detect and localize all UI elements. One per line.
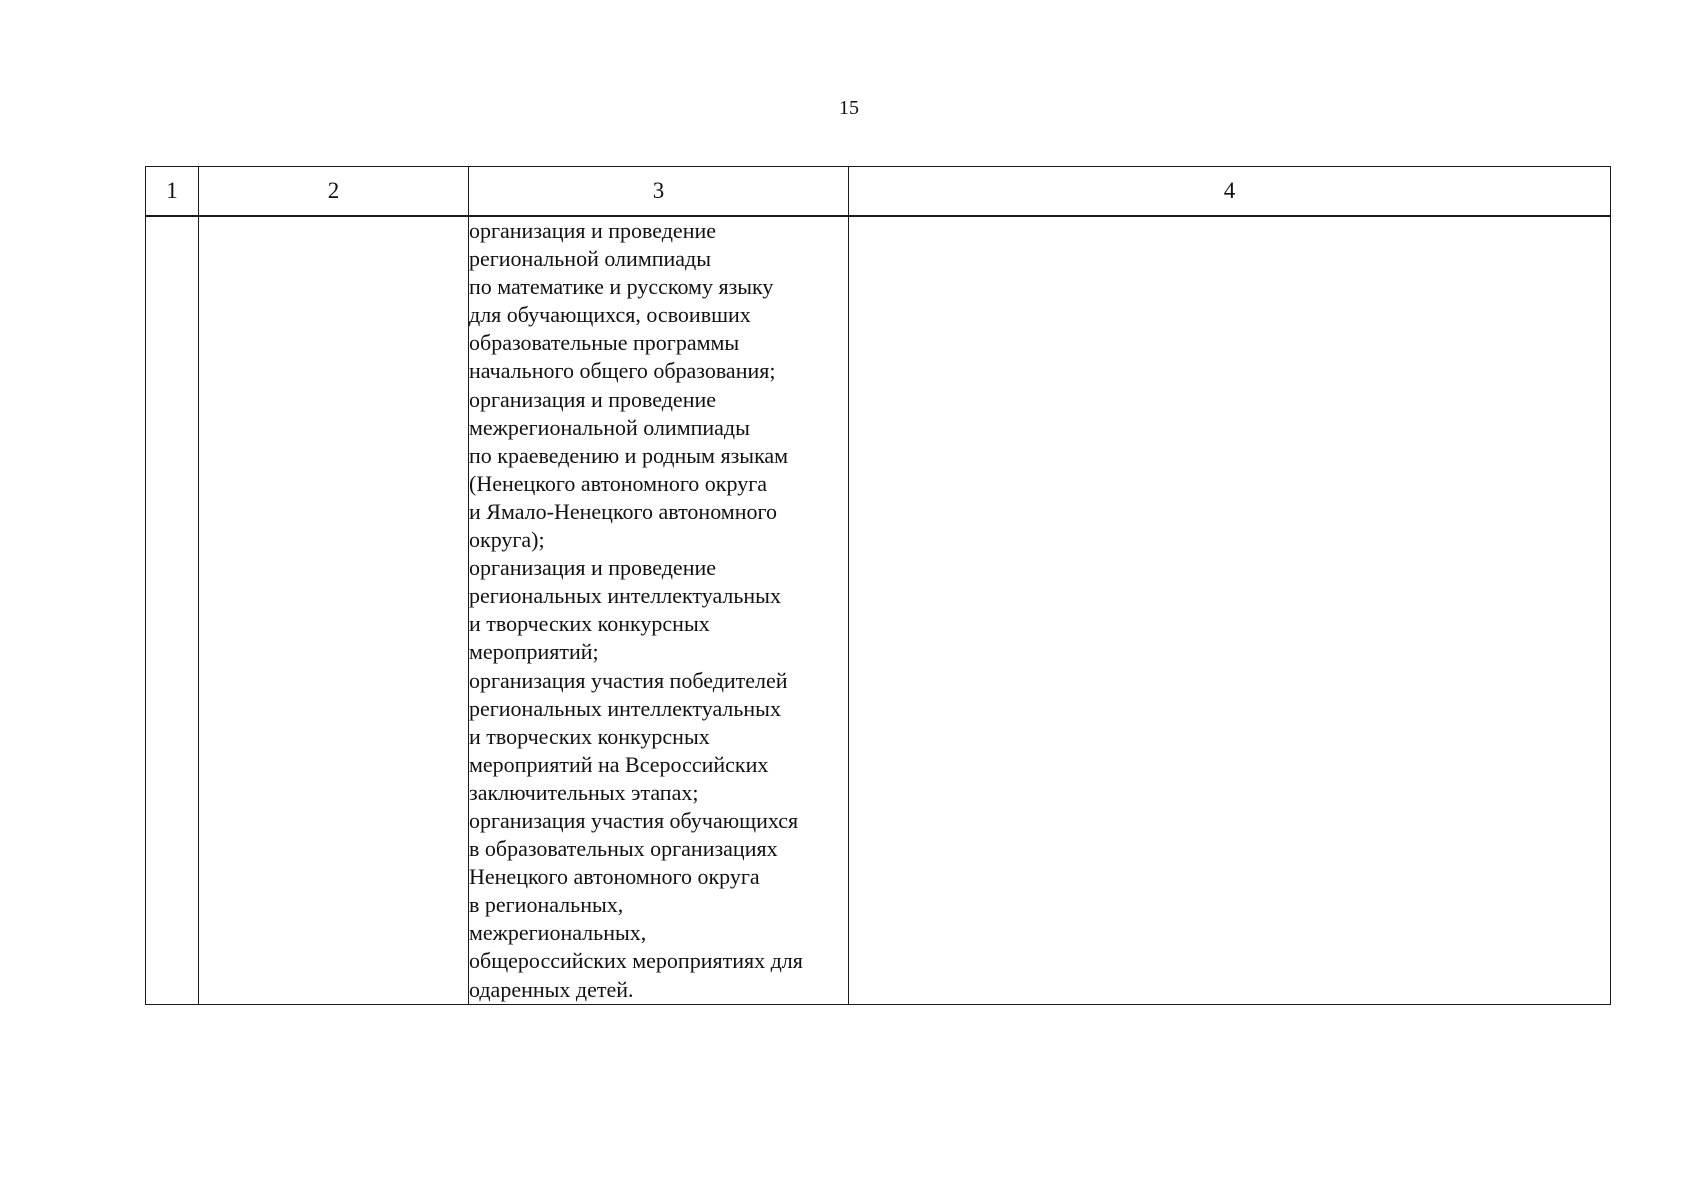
text-line: региональной олимпиады	[469, 246, 712, 272]
text-line: мероприятий на Всероссийских	[469, 751, 769, 777]
text-line: региональных интеллектуальных	[469, 695, 781, 721]
text-line: и Ямало-Ненецкого автономного	[469, 498, 777, 524]
text-line: региональных интеллектуальных	[469, 583, 781, 609]
text-line: Ненецкого автономного округа	[469, 864, 760, 890]
text-line: для обучающихся, освоивших	[469, 302, 751, 328]
text-line: межрегиональной олимпиады	[469, 414, 750, 440]
column-header-4: 4	[849, 167, 1611, 217]
text-line: мероприятий;	[469, 639, 599, 665]
text-line: и творческих конкурсных	[469, 611, 710, 637]
text-line: начального общего образования;	[469, 358, 776, 384]
text-line: образовательные программы	[469, 330, 740, 356]
table-header-row	[146, 167, 1611, 217]
text-line: по краеведению и родным языкам	[469, 442, 789, 468]
text-line: организация и проведение	[469, 555, 717, 581]
text-line: организация участия победителей	[469, 667, 788, 693]
cell-col-1	[146, 216, 199, 1004]
text-line: организация участия обучающихся	[469, 807, 799, 833]
text-line: (Ненецкого автономного округа	[469, 470, 767, 496]
text-line: по математике и русскому языку	[469, 274, 774, 300]
text-line: заключительных этапах;	[469, 779, 699, 805]
text-line: организация и проведение	[469, 218, 717, 243]
cell-col-2	[199, 216, 469, 1004]
document-table	[145, 166, 1611, 1005]
cell-col-4	[849, 216, 1611, 1004]
text-line: одаренных детей.	[469, 976, 634, 1002]
text-line: межрегиональных,	[469, 920, 647, 946]
column-header-2: 2	[199, 167, 469, 217]
text-line: и творческих конкурсных	[469, 723, 710, 749]
text-line: организация и проведение	[469, 386, 717, 412]
cell-col-3	[469, 216, 849, 1004]
text-line: общероссийских мероприятиях для	[469, 948, 803, 974]
text-line: в региональных,	[469, 892, 624, 918]
column-header-1: 1	[146, 167, 199, 217]
table-row	[146, 216, 1611, 1004]
page-number: 15	[839, 97, 859, 119]
text-line: округа);	[469, 527, 545, 553]
text-line: в образовательных организациях	[469, 836, 778, 862]
column-header-3: 3	[469, 167, 849, 217]
